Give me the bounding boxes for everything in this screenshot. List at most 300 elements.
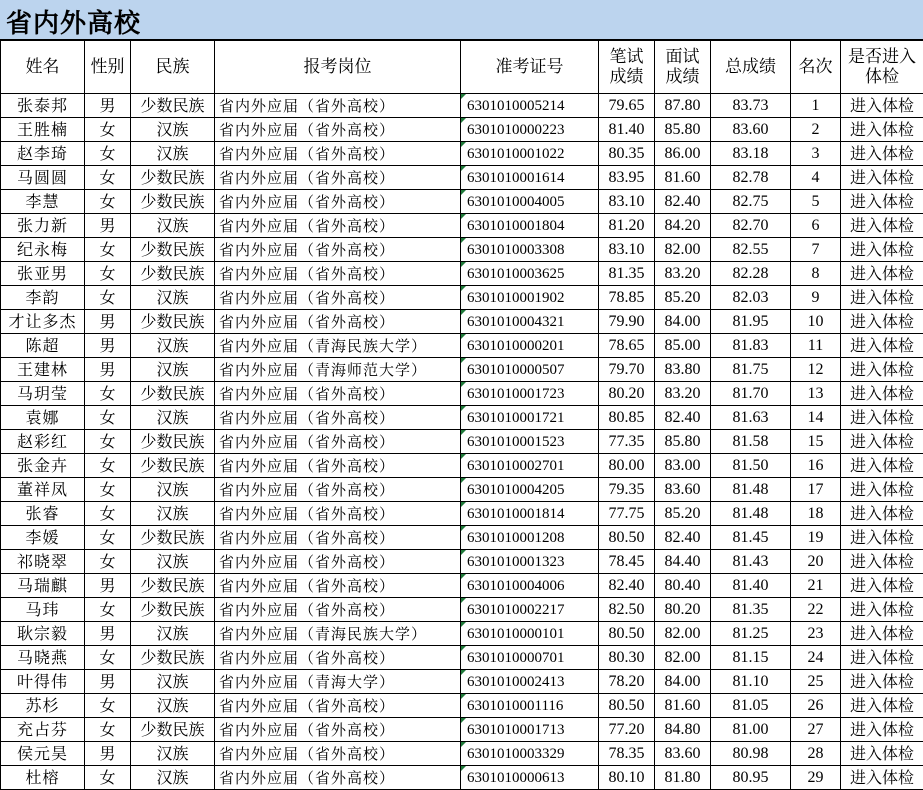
cell-physical[interactable]: 进入体检: [841, 526, 923, 550]
cell-rank[interactable]: 28: [791, 742, 841, 766]
cell-exam-id[interactable]: 6301010000507: [461, 358, 599, 382]
cell-total[interactable]: 81.15: [711, 646, 791, 670]
cell-physical[interactable]: 进入体检: [841, 214, 923, 238]
cell-gender[interactable]: 女: [85, 766, 131, 790]
cell-physical[interactable]: 进入体检: [841, 430, 923, 454]
table-row: [1, 670, 923, 694]
cell-exam-id[interactable]: 6301010001723: [461, 382, 599, 406]
cell-exam-id[interactable]: 6301010004005: [461, 190, 599, 214]
cell-name[interactable]: 马圆圆: [1, 166, 85, 190]
cell-rank[interactable]: 23: [791, 622, 841, 646]
cell-post[interactable]: 省内外应届（省外高校）: [215, 430, 461, 454]
cell-written[interactable]: 78.65: [599, 334, 655, 358]
cell-exam-id[interactable]: 6301010003308: [461, 238, 599, 262]
cell-interview[interactable]: 85.80: [655, 118, 711, 142]
cell-gender[interactable]: 女: [85, 190, 131, 214]
cell-post[interactable]: 省内外应届（省外高校）: [215, 478, 461, 502]
cell-written[interactable]: 78.35: [599, 742, 655, 766]
cell-gender[interactable]: 男: [85, 574, 131, 598]
cell-ethnicity[interactable]: 汉族: [131, 742, 215, 766]
cell-name[interactable]: 马玮: [1, 598, 85, 622]
cell-rank[interactable]: 15: [791, 430, 841, 454]
cell-written[interactable]: 81.20: [599, 214, 655, 238]
cell-post[interactable]: 省内外应届（省外高校）: [215, 646, 461, 670]
cell-interview[interactable]: 83.60: [655, 478, 711, 502]
cell-gender[interactable]: 女: [85, 142, 131, 166]
cell-total[interactable]: 82.28: [711, 262, 791, 286]
cell-post[interactable]: 省内外应届（青海民族大学）: [215, 334, 461, 358]
cell-gender[interactable]: 女: [85, 118, 131, 142]
cell-name[interactable]: 杜榕: [1, 766, 85, 790]
cell-rank[interactable]: 12: [791, 358, 841, 382]
cell-interview[interactable]: 80.20: [655, 598, 711, 622]
cell-rank[interactable]: 19: [791, 526, 841, 550]
cell-gender[interactable]: 男: [85, 358, 131, 382]
cell-exam-id[interactable]: 6301010001208: [461, 526, 599, 550]
cell-written[interactable]: 79.90: [599, 310, 655, 334]
cell-physical[interactable]: 进入体检: [841, 766, 923, 790]
cell-physical[interactable]: 进入体检: [841, 118, 923, 142]
cell-post[interactable]: 省内外应届（省外高校）: [215, 598, 461, 622]
cell-total[interactable]: 83.60: [711, 118, 791, 142]
cell-rank[interactable]: 26: [791, 694, 841, 718]
cell-physical[interactable]: 进入体检: [841, 694, 923, 718]
cell-total[interactable]: 81.63: [711, 406, 791, 430]
cell-physical[interactable]: 进入体检: [841, 190, 923, 214]
cell-rank[interactable]: 1: [791, 94, 841, 118]
cell-ethnicity[interactable]: 汉族: [131, 550, 215, 574]
cell-physical[interactable]: 进入体检: [841, 262, 923, 286]
cell-total[interactable]: 81.83: [711, 334, 791, 358]
cell-ethnicity[interactable]: 少数民族: [131, 598, 215, 622]
cell-rank[interactable]: 6: [791, 214, 841, 238]
cell-post[interactable]: 省内外应届（省外高校）: [215, 694, 461, 718]
cell-ethnicity[interactable]: 少数民族: [131, 310, 215, 334]
cell-rank[interactable]: 24: [791, 646, 841, 670]
cell-ethnicity[interactable]: 汉族: [131, 214, 215, 238]
cell-interview[interactable]: 82.00: [655, 646, 711, 670]
cell-name[interactable]: 李韵: [1, 286, 85, 310]
cell-physical[interactable]: 进入体检: [841, 574, 923, 598]
cell-exam-id[interactable]: 6301010002701: [461, 454, 599, 478]
cell-written[interactable]: 78.85: [599, 286, 655, 310]
cell-written[interactable]: 83.10: [599, 238, 655, 262]
cell-exam-id[interactable]: 6301010004205: [461, 478, 599, 502]
cell-total[interactable]: 81.48: [711, 502, 791, 526]
cell-interview[interactable]: 83.80: [655, 358, 711, 382]
cell-post[interactable]: 省内外应届（省外高校）: [215, 94, 461, 118]
cell-written[interactable]: 80.35: [599, 142, 655, 166]
cell-written[interactable]: 83.10: [599, 190, 655, 214]
cell-interview[interactable]: 84.00: [655, 310, 711, 334]
cell-gender[interactable]: 男: [85, 742, 131, 766]
cell-name[interactable]: 祁晓翠: [1, 550, 85, 574]
cell-total[interactable]: 81.58: [711, 430, 791, 454]
cell-interview[interactable]: 82.40: [655, 190, 711, 214]
cell-physical[interactable]: 进入体检: [841, 286, 923, 310]
table-row: [1, 334, 923, 358]
cell-written[interactable]: 77.20: [599, 718, 655, 742]
cell-gender[interactable]: 女: [85, 478, 131, 502]
cell-written[interactable]: 80.50: [599, 526, 655, 550]
cell-written[interactable]: 82.50: [599, 598, 655, 622]
cell-rank[interactable]: 3: [791, 142, 841, 166]
cell-physical[interactable]: 进入体检: [841, 622, 923, 646]
cell-written[interactable]: 80.10: [599, 766, 655, 790]
cell-physical[interactable]: 进入体检: [841, 406, 923, 430]
cell-exam-id[interactable]: 6301010005214: [461, 94, 599, 118]
cell-interview[interactable]: 82.40: [655, 526, 711, 550]
cell-interview[interactable]: 83.60: [655, 742, 711, 766]
cell-rank[interactable]: 22: [791, 598, 841, 622]
cell-rank[interactable]: 18: [791, 502, 841, 526]
cell-interview[interactable]: 85.80: [655, 430, 711, 454]
cell-interview[interactable]: 84.00: [655, 670, 711, 694]
cell-post[interactable]: 省内外应届（省外高校）: [215, 286, 461, 310]
header-row: [1, 41, 923, 94]
cell-name[interactable]: 袁娜: [1, 406, 85, 430]
cell-name[interactable]: 赵李琦: [1, 142, 85, 166]
cell-exam-id[interactable]: 6301010000223: [461, 118, 599, 142]
cell-written[interactable]: 80.20: [599, 382, 655, 406]
cell-physical[interactable]: 进入体检: [841, 670, 923, 694]
cell-exam-id[interactable]: 6301010003625: [461, 262, 599, 286]
cell-gender[interactable]: 男: [85, 334, 131, 358]
cell-post[interactable]: 省内外应届（省外高校）: [215, 454, 461, 478]
table-row: [1, 646, 923, 670]
cell-total[interactable]: 83.18: [711, 142, 791, 166]
cell-physical[interactable]: 进入体检: [841, 742, 923, 766]
cell-gender[interactable]: 女: [85, 694, 131, 718]
cell-interview[interactable]: 86.00: [655, 142, 711, 166]
cell-interview[interactable]: 85.20: [655, 502, 711, 526]
cell-exam-id[interactable]: 6301010003329: [461, 742, 599, 766]
cell-exam-id[interactable]: 6301010000701: [461, 646, 599, 670]
cell-name[interactable]: 充占芬: [1, 718, 85, 742]
cell-ethnicity[interactable]: 汉族: [131, 622, 215, 646]
cell-rank[interactable]: 13: [791, 382, 841, 406]
table-row: [1, 358, 923, 382]
cell-written[interactable]: 82.40: [599, 574, 655, 598]
cell-ethnicity[interactable]: 汉族: [131, 406, 215, 430]
cell-post[interactable]: 省内外应届（省外高校）: [215, 766, 461, 790]
cell-rank[interactable]: 17: [791, 478, 841, 502]
cell-physical[interactable]: 进入体检: [841, 646, 923, 670]
cell-interview[interactable]: 83.20: [655, 382, 711, 406]
cell-total[interactable]: 81.75: [711, 358, 791, 382]
cell-name[interactable]: 张亚男: [1, 262, 85, 286]
cell-ethnicity[interactable]: 汉族: [131, 502, 215, 526]
table-row: [1, 238, 923, 262]
cell-physical[interactable]: 进入体检: [841, 310, 923, 334]
cell-total[interactable]: 81.05: [711, 694, 791, 718]
cell-ethnicity[interactable]: 少数民族: [131, 262, 215, 286]
cell-interview[interactable]: 81.80: [655, 766, 711, 790]
cell-post[interactable]: 省内外应届（省外高校）: [215, 118, 461, 142]
cell-physical[interactable]: 进入体检: [841, 166, 923, 190]
cell-post[interactable]: 省内外应届（省外高校）: [215, 214, 461, 238]
cell-rank[interactable]: 20: [791, 550, 841, 574]
cell-total[interactable]: 82.03: [711, 286, 791, 310]
cell-exam-id[interactable]: 6301010001902: [461, 286, 599, 310]
cell-written[interactable]: 80.00: [599, 454, 655, 478]
cell-interview[interactable]: 80.40: [655, 574, 711, 598]
cell-ethnicity[interactable]: 少数民族: [131, 238, 215, 262]
cell-post[interactable]: 省内外应届（省外高校）: [215, 262, 461, 286]
cell-name[interactable]: 李慧: [1, 190, 85, 214]
cell-interview[interactable]: 83.00: [655, 454, 711, 478]
cell-ethnicity[interactable]: 少数民族: [131, 454, 215, 478]
cell-gender[interactable]: 男: [85, 94, 131, 118]
cell-post[interactable]: 省内外应届（省外高校）: [215, 718, 461, 742]
cell-physical[interactable]: 进入体检: [841, 94, 923, 118]
cell-exam-id[interactable]: 6301010001116: [461, 694, 599, 718]
cell-ethnicity[interactable]: 少数民族: [131, 574, 215, 598]
cell-name[interactable]: 张金卉: [1, 454, 85, 478]
cell-total[interactable]: 81.45: [711, 526, 791, 550]
cell-interview[interactable]: 82.40: [655, 406, 711, 430]
cell-total[interactable]: 82.55: [711, 238, 791, 262]
cell-post[interactable]: 省内外应届（青海民族大学）: [215, 622, 461, 646]
cell-name[interactable]: 侯元昊: [1, 742, 85, 766]
cell-rank[interactable]: 7: [791, 238, 841, 262]
cell-name[interactable]: 耿宗毅: [1, 622, 85, 646]
cell-ethnicity[interactable]: 少数民族: [131, 718, 215, 742]
cell-physical[interactable]: 进入体检: [841, 382, 923, 406]
cell-exam-id[interactable]: 6301010001523: [461, 430, 599, 454]
cell-post[interactable]: 省内外应届（省外高校）: [215, 502, 461, 526]
cell-ethnicity[interactable]: 少数民族: [131, 94, 215, 118]
cell-written[interactable]: 80.50: [599, 694, 655, 718]
cell-physical[interactable]: 进入体检: [841, 502, 923, 526]
cell-name[interactable]: 纪永梅: [1, 238, 85, 262]
cell-post[interactable]: 省内外应届（省外高校）: [215, 574, 461, 598]
cell-total[interactable]: 81.25: [711, 622, 791, 646]
cell-post[interactable]: 省内外应届（省外高校）: [215, 166, 461, 190]
cell-post[interactable]: 省内外应届（省外高校）: [215, 382, 461, 406]
cell-total[interactable]: 81.35: [711, 598, 791, 622]
cell-ethnicity[interactable]: 少数民族: [131, 430, 215, 454]
cell-gender[interactable]: 女: [85, 262, 131, 286]
cell-written[interactable]: 78.20: [599, 670, 655, 694]
cell-exam-id[interactable]: 6301010001323: [461, 550, 599, 574]
cell-exam-id[interactable]: 6301010001614: [461, 166, 599, 190]
cell-exam-id[interactable]: 6301010002413: [461, 670, 599, 694]
cell-gender[interactable]: 男: [85, 310, 131, 334]
cell-total[interactable]: 81.70: [711, 382, 791, 406]
cell-written[interactable]: 79.35: [599, 478, 655, 502]
cell-gender[interactable]: 女: [85, 502, 131, 526]
cell-interview[interactable]: 81.60: [655, 694, 711, 718]
cell-physical[interactable]: 进入体检: [841, 550, 923, 574]
cell-written[interactable]: 83.95: [599, 166, 655, 190]
cell-physical[interactable]: 进入体检: [841, 142, 923, 166]
cell-ethnicity[interactable]: 汉族: [131, 286, 215, 310]
cell-name[interactable]: 马瑞麒: [1, 574, 85, 598]
cell-name[interactable]: 王胜楠: [1, 118, 85, 142]
cell-written[interactable]: 80.50: [599, 622, 655, 646]
table-row: [1, 454, 923, 478]
cell-ethnicity[interactable]: 汉族: [131, 358, 215, 382]
cell-interview[interactable]: 82.00: [655, 238, 711, 262]
cell-exam-id[interactable]: 6301010001804: [461, 214, 599, 238]
cell-ethnicity[interactable]: 少数民族: [131, 166, 215, 190]
cell-rank[interactable]: 9: [791, 286, 841, 310]
table-row: [1, 406, 923, 430]
cell-name[interactable]: 叶得伟: [1, 670, 85, 694]
cell-exam-id[interactable]: 6301010001022: [461, 142, 599, 166]
cell-post[interactable]: 省内外应届（省外高校）: [215, 142, 461, 166]
cell-interview[interactable]: 84.20: [655, 214, 711, 238]
cell-exam-id[interactable]: 6301010001713: [461, 718, 599, 742]
cell-interview[interactable]: 84.40: [655, 550, 711, 574]
cell-gender[interactable]: 女: [85, 550, 131, 574]
cell-rank[interactable]: 10: [791, 310, 841, 334]
cell-rank[interactable]: 16: [791, 454, 841, 478]
cell-rank[interactable]: 8: [791, 262, 841, 286]
cell-rank[interactable]: 21: [791, 574, 841, 598]
cell-interview[interactable]: 81.60: [655, 166, 711, 190]
cell-name[interactable]: 张睿: [1, 502, 85, 526]
cell-gender[interactable]: 女: [85, 718, 131, 742]
cell-gender[interactable]: 女: [85, 166, 131, 190]
cell-name[interactable]: 李媛: [1, 526, 85, 550]
cell-interview[interactable]: 83.20: [655, 262, 711, 286]
cell-gender[interactable]: 女: [85, 406, 131, 430]
cell-gender[interactable]: 男: [85, 622, 131, 646]
cell-gender[interactable]: 女: [85, 382, 131, 406]
cell-rank[interactable]: 25: [791, 670, 841, 694]
cell-written[interactable]: 81.40: [599, 118, 655, 142]
cell-written[interactable]: 79.70: [599, 358, 655, 382]
header-written: 笔试 成绩: [599, 41, 655, 94]
cell-post[interactable]: 省内外应届（省外高校）: [215, 190, 461, 214]
cell-name[interactable]: 张力新: [1, 214, 85, 238]
cell-exam-id[interactable]: 6301010001721: [461, 406, 599, 430]
cell-name[interactable]: 陈超: [1, 334, 85, 358]
cell-total[interactable]: 82.70: [711, 214, 791, 238]
cell-gender[interactable]: 女: [85, 430, 131, 454]
cell-gender[interactable]: 男: [85, 214, 131, 238]
cell-rank[interactable]: 2: [791, 118, 841, 142]
cell-total[interactable]: 81.10: [711, 670, 791, 694]
cell-interview[interactable]: 82.00: [655, 622, 711, 646]
cell-total[interactable]: 81.50: [711, 454, 791, 478]
cell-ethnicity[interactable]: 汉族: [131, 478, 215, 502]
cell-exam-id[interactable]: 6301010004006: [461, 574, 599, 598]
cell-rank[interactable]: 14: [791, 406, 841, 430]
cell-exam-id[interactable]: 6301010004321: [461, 310, 599, 334]
cell-ethnicity[interactable]: 汉族: [131, 118, 215, 142]
cell-exam-id[interactable]: 6301010002217: [461, 598, 599, 622]
cell-written[interactable]: 80.30: [599, 646, 655, 670]
cell-ethnicity[interactable]: 少数民族: [131, 526, 215, 550]
cell-gender[interactable]: 女: [85, 454, 131, 478]
cell-total[interactable]: 82.75: [711, 190, 791, 214]
cell-gender[interactable]: 女: [85, 646, 131, 670]
cell-rank[interactable]: 11: [791, 334, 841, 358]
cell-total[interactable]: 80.98: [711, 742, 791, 766]
cell-interview[interactable]: 85.00: [655, 334, 711, 358]
cell-name[interactable]: 赵彩红: [1, 430, 85, 454]
cell-total[interactable]: 80.95: [711, 766, 791, 790]
cell-total[interactable]: 81.95: [711, 310, 791, 334]
cell-gender[interactable]: 女: [85, 286, 131, 310]
cell-rank[interactable]: 29: [791, 766, 841, 790]
cell-total[interactable]: 83.73: [711, 94, 791, 118]
cell-interview[interactable]: 85.20: [655, 286, 711, 310]
cell-total[interactable]: 81.40: [711, 574, 791, 598]
cell-name[interactable]: 才让多杰: [1, 310, 85, 334]
cell-name[interactable]: 张泰邦: [1, 94, 85, 118]
cell-ethnicity[interactable]: 少数民族: [131, 190, 215, 214]
cell-name[interactable]: 董祥凤: [1, 478, 85, 502]
cell-rank[interactable]: 4: [791, 166, 841, 190]
cell-name[interactable]: 马晓燕: [1, 646, 85, 670]
cell-physical[interactable]: 进入体检: [841, 718, 923, 742]
cell-written[interactable]: 79.65: [599, 94, 655, 118]
cell-gender[interactable]: 女: [85, 598, 131, 622]
cell-physical[interactable]: 进入体检: [841, 358, 923, 382]
cell-total[interactable]: 81.43: [711, 550, 791, 574]
cell-physical[interactable]: 进入体检: [841, 598, 923, 622]
cell-post[interactable]: 省内外应届（省外高校）: [215, 310, 461, 334]
cell-total[interactable]: 81.48: [711, 478, 791, 502]
cell-ethnicity[interactable]: 汉族: [131, 334, 215, 358]
cell-physical[interactable]: 进入体检: [841, 478, 923, 502]
cell-gender[interactable]: 男: [85, 670, 131, 694]
cell-ethnicity[interactable]: 汉族: [131, 670, 215, 694]
cell-name[interactable]: 马玥莹: [1, 382, 85, 406]
cell-exam-id[interactable]: 6301010001814: [461, 502, 599, 526]
cell-interview[interactable]: 87.80: [655, 94, 711, 118]
cell-ethnicity[interactable]: 汉族: [131, 694, 215, 718]
cell-written[interactable]: 77.35: [599, 430, 655, 454]
cell-name[interactable]: 王建林: [1, 358, 85, 382]
cell-post[interactable]: 省内外应届（省外高校）: [215, 238, 461, 262]
cell-post[interactable]: 省内外应届（青海师范大学）: [215, 358, 461, 382]
cell-ethnicity[interactable]: 汉族: [131, 142, 215, 166]
cell-written[interactable]: 78.45: [599, 550, 655, 574]
cell-physical[interactable]: 进入体检: [841, 334, 923, 358]
cell-post[interactable]: 省内外应届（青海大学）: [215, 670, 461, 694]
cell-post[interactable]: 省内外应届（省外高校）: [215, 526, 461, 550]
cell-rank[interactable]: 5: [791, 190, 841, 214]
cell-gender[interactable]: 女: [85, 238, 131, 262]
cell-ethnicity[interactable]: 少数民族: [131, 382, 215, 406]
cell-exam-id[interactable]: 6301010000201: [461, 334, 599, 358]
cell-post[interactable]: 省内外应届（省外高校）: [215, 742, 461, 766]
cell-written[interactable]: 80.85: [599, 406, 655, 430]
cell-interview[interactable]: 84.80: [655, 718, 711, 742]
header-exam-id: 准考证号: [461, 41, 599, 94]
cell-total[interactable]: 82.78: [711, 166, 791, 190]
cell-ethnicity[interactable]: 少数民族: [131, 646, 215, 670]
cell-physical[interactable]: 进入体检: [841, 454, 923, 478]
cell-post[interactable]: 省内外应届（省外高校）: [215, 550, 461, 574]
cell-gender[interactable]: 女: [85, 526, 131, 550]
cell-physical[interactable]: 进入体检: [841, 238, 923, 262]
cell-post[interactable]: 省内外应届（省外高校）: [215, 406, 461, 430]
cell-ethnicity[interactable]: 汉族: [131, 766, 215, 790]
cell-name[interactable]: 苏杉: [1, 694, 85, 718]
cell-rank[interactable]: 27: [791, 718, 841, 742]
cell-written[interactable]: 77.75: [599, 502, 655, 526]
cell-exam-id[interactable]: 6301010000101: [461, 622, 599, 646]
cell-total[interactable]: 81.00: [711, 718, 791, 742]
cell-exam-id[interactable]: 6301010000613: [461, 766, 599, 790]
cell-written[interactable]: 81.35: [599, 262, 655, 286]
